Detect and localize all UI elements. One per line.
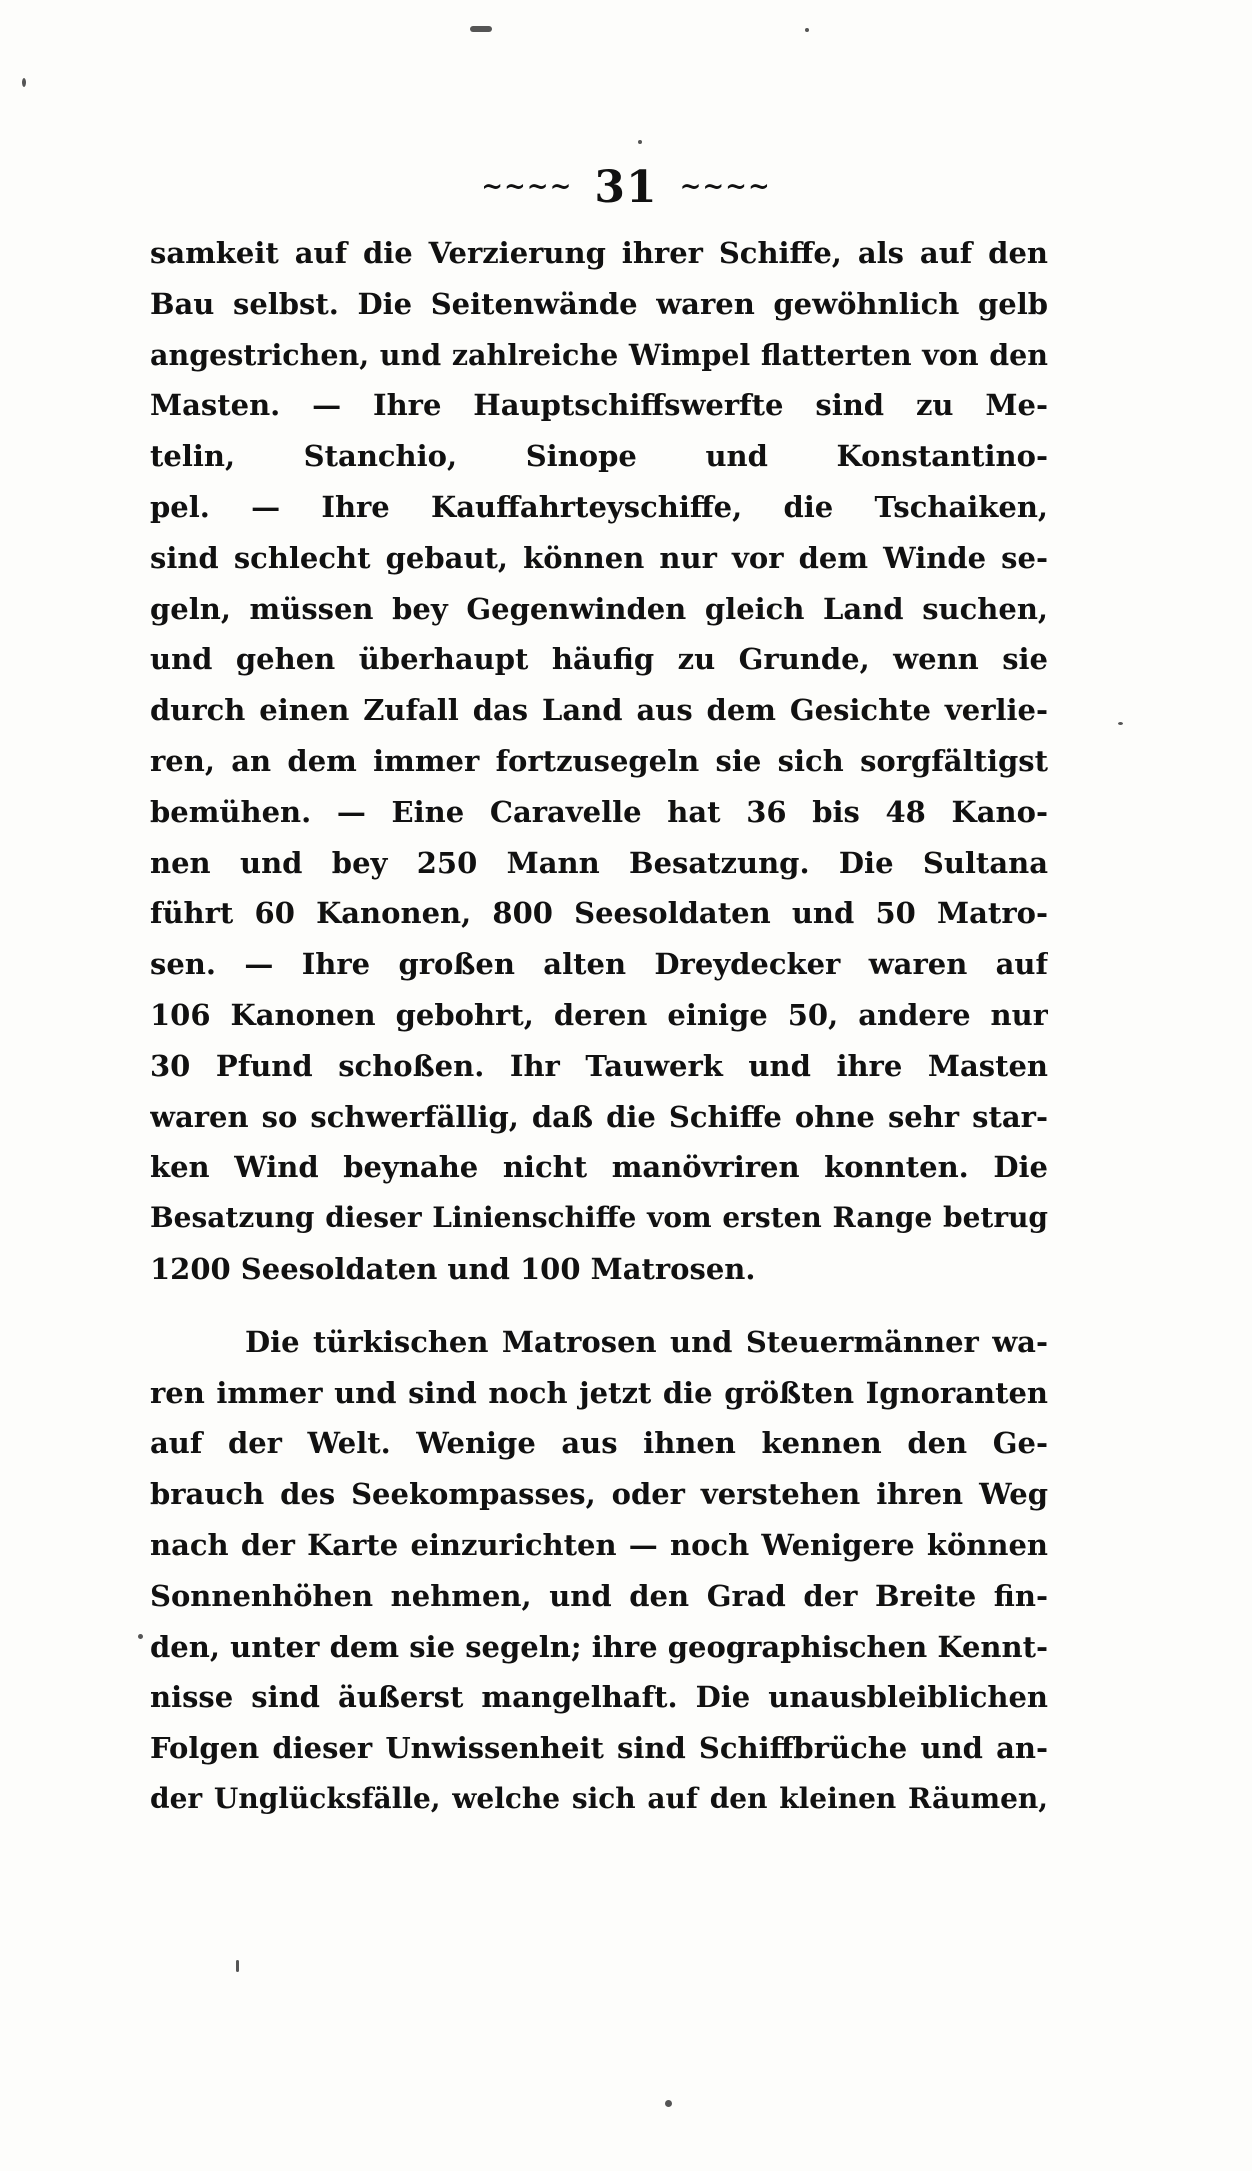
paragraph-2 xyxy=(150,1317,1048,1825)
paragraph-gap xyxy=(150,1295,1048,1317)
text-line: 1200 Seesoldaten und 100 Matrosen. xyxy=(150,1251,756,1286)
text-line: den, unter dem sie segeln; ihre geographischen Kennt- xyxy=(150,1629,1048,1664)
text-line: samkeit auf die Verzierung ihrer Schiffe, als auf den xyxy=(150,236,1048,270)
text-line: und gehen überhaupt häufig zu Grunde, wenn sie xyxy=(150,642,1048,677)
text-line: ren, an dem immer fortzusegeln sie sich sorgfältigst xyxy=(150,743,1048,778)
text-line: 30 Pfund schoßen. Ihr Tauwerk und ihre Masten xyxy=(150,1048,1048,1083)
text-line: nisse sind äußerst mangelhaft. Die unausbleiblichen xyxy=(150,1680,1048,1715)
text-line: nen und bey 250 Mann Besatzung. Die Sultana xyxy=(150,845,1048,880)
text-line: Bau selbst. Die Seitenwände waren gewöhnlich gelb xyxy=(150,286,1048,321)
text-line: telin, Stanchio, Sinope und Konstantino- xyxy=(150,439,1048,474)
text-line: Folgen dieser Unwissenheit sind Schiffbrüche und an- xyxy=(150,1731,1048,1766)
scan-speck xyxy=(638,140,642,144)
ornament-left: ~~~~ xyxy=(481,171,573,202)
text-line: Besatzung dieser Linienschiffe vom ersten Range betrug xyxy=(150,1201,1048,1235)
text-line: 106 Kanonen gebohrt, deren einige 50, andere nur xyxy=(150,997,1048,1032)
text-line: Masten. — Ihre Hauptschiffswerfte sind zu Me- xyxy=(150,388,1048,423)
text-line: bemühen. — Eine Caravelle hat 36 bis 48 Kano- xyxy=(150,794,1048,829)
text-line: angestrichen, und zahlreiche Wimpel flatterten von den xyxy=(150,337,1048,372)
scan-speck xyxy=(805,28,809,32)
ornament-right: ~~~~ xyxy=(679,171,771,202)
text-line: Sonnenhöhen nehmen, und den Grad der Breite fin- xyxy=(150,1578,1048,1613)
text-line: brauch des Seekompasses, oder verstehen ihren Weg xyxy=(150,1477,1048,1512)
scan-speck xyxy=(236,1960,239,1972)
text-line: nach der Karte einzurichten — noch Wenigere können xyxy=(150,1527,1048,1562)
paragraph-1 xyxy=(150,228,1048,1295)
text-line: sind schlecht gebaut, können nur vor dem Winde se- xyxy=(150,540,1048,575)
scan-speck xyxy=(22,78,26,87)
page-number: 31 xyxy=(594,162,658,213)
text-line: der Unglücksfälle, welche sich auf den kleinen Räumen, xyxy=(150,1781,1048,1815)
text-line: führt 60 Kanonen, 800 Seesoldaten und 50 Matro- xyxy=(150,896,1048,931)
text-line: waren so schwerfällig, daß die Schiffe ohne sehr star- xyxy=(150,1099,1048,1134)
scan-speck xyxy=(665,2100,672,2107)
text-line: auf der Welt. Wenige aus ihnen kennen den Ge- xyxy=(150,1426,1048,1461)
scan-speck xyxy=(470,26,492,32)
text-line: geln, müssen bey Gegenwinden gleich Land suchen, xyxy=(150,591,1048,626)
text-line: sen. — Ihre großen alten Dreydecker waren auf xyxy=(150,947,1048,982)
body-text xyxy=(150,228,1048,1825)
scan-speck xyxy=(1118,722,1123,725)
text-line: durch einen Zufall das Land aus dem Gesichte verlie- xyxy=(150,693,1048,728)
page-header xyxy=(0,162,1252,213)
text-line: Die türkischen Matrosen und Steuermänner wa- xyxy=(245,1324,1048,1359)
text-line: ren immer und sind noch jetzt die größten Ignoranten xyxy=(150,1375,1048,1410)
text-line: pel. — Ihre Kauffahrteyschiffe, die Tschaiken, xyxy=(150,489,1048,524)
scan-speck xyxy=(138,1634,143,1639)
text-line: ken Wind beynahe nicht manövriren konnten. Die xyxy=(150,1150,1048,1185)
